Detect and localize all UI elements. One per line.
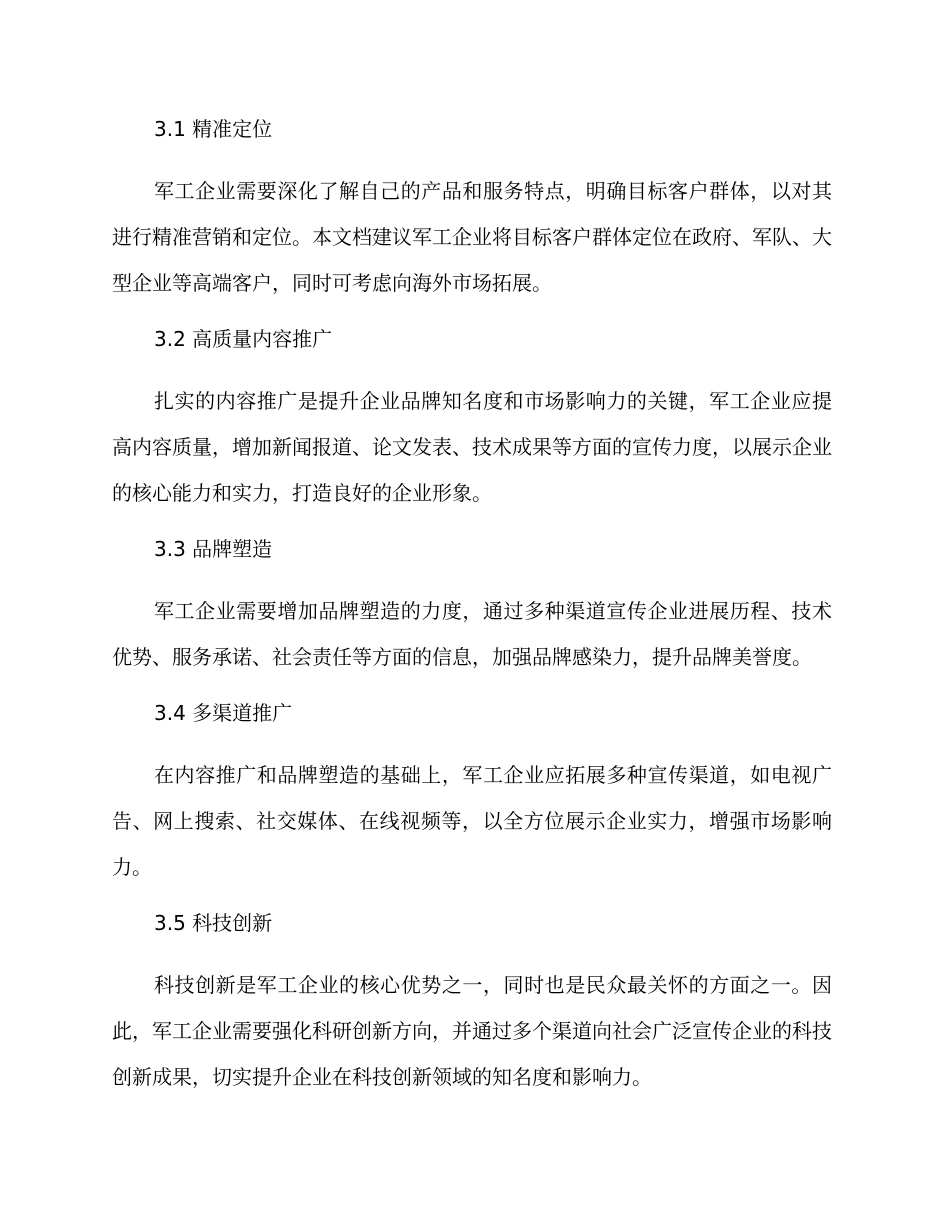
section-paragraph: 军工企业需要增加品牌塑造的力度，通过多种渠道宣传企业进展历程、技术优势、服务承诺、社会责任等方面的信息，加强品牌感染力，提升品牌美誉度。 — [112, 599, 832, 669]
section-heading: 3.3 品牌塑造 — [154, 537, 273, 561]
section-3-4 — [112, 694, 832, 890]
section-heading: 3.2 高质量内容推广 — [154, 327, 333, 351]
section-3-3 — [112, 530, 832, 680]
document-content — [112, 110, 832, 1114]
section-paragraph: 扎实的内容推广是提升企业品牌知名度和市场影响力的关键，军工企业应提高内容质量，增加新闻报道、论文发表、技术成果等方面的宣传力度，以展示企业的核心能力和实力，打造良好的企业形象。 — [112, 389, 832, 505]
section-paragraph: 科技创新是军工企业的核心优势之一，同时也是民众最关怀的方面之一。因此，军工企业需要强化科研创新方向，并通过多个渠道向社会广泛宣传企业的科技创新成果，切实提升企业在科技创新领域的知名度和影响力。 — [112, 973, 832, 1089]
section-paragraph: 军工企业需要深化了解自己的产品和服务特点，明确目标客户群体，以对其进行精准营销和定位。本文档建议军工企业将目标客户群体定位在政府、军队、大型企业等高端客户，同时可考虑向海外市场拓展。 — [112, 179, 832, 295]
section-heading: 3.1 精准定位 — [154, 117, 273, 141]
section-heading: 3.5 科技创新 — [154, 911, 273, 935]
section-heading: 3.4 多渠道推广 — [154, 701, 293, 725]
section-3-2 — [112, 320, 832, 516]
section-3-5 — [112, 904, 832, 1100]
section-paragraph: 在内容推广和品牌塑造的基础上，军工企业应拓展多种宣传渠道，如电视广告、网上搜索、社交媒体、在线视频等，以全方位展示企业实力，增强市场影响力。 — [112, 763, 832, 879]
section-3-1 — [112, 110, 832, 306]
